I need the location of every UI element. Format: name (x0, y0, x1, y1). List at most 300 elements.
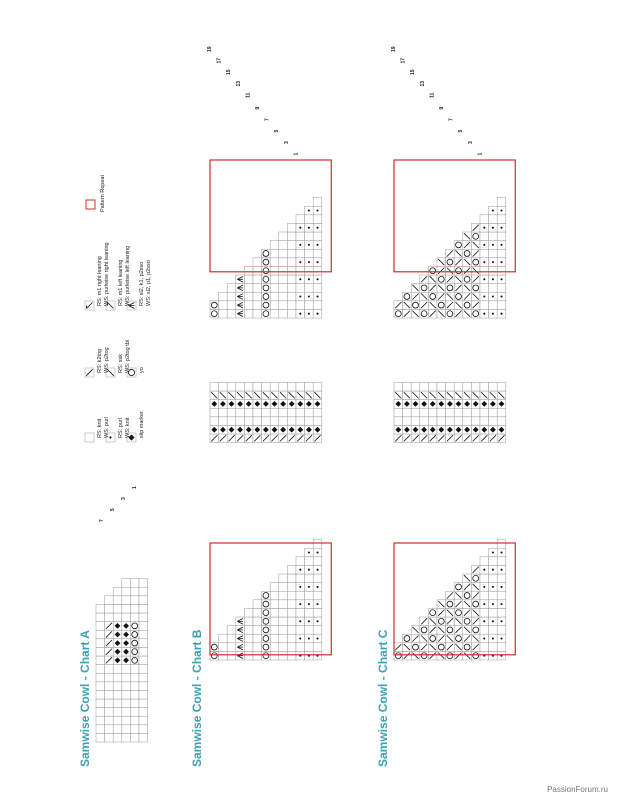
chart-cell (122, 699, 131, 708)
legend-knit-label: RS: knit WS: purl (97, 416, 110, 438)
chart-cell (253, 275, 262, 284)
chart-b-title: Samwise Cowl - Chart B (190, 629, 204, 767)
chart-cell (253, 617, 262, 626)
chart-cell (227, 284, 236, 293)
chart-cell (305, 284, 314, 293)
chart-cell (480, 301, 489, 310)
chart-cell (287, 608, 296, 617)
chart-cell (279, 417, 288, 426)
chart-cell (122, 587, 131, 596)
legend-slip-marker-label: slip marker (139, 411, 145, 438)
purl-symbol (299, 244, 301, 246)
chart-cell (489, 232, 498, 241)
chart-cell (130, 716, 139, 725)
chart-cell (489, 215, 498, 224)
chart-cell (139, 725, 148, 734)
chart-cell (105, 604, 114, 613)
chart-cell (287, 417, 296, 426)
chart-cell (139, 699, 148, 708)
chart-cell (219, 417, 228, 426)
chart-cell (497, 574, 506, 583)
purl-symbol (500, 569, 502, 571)
chart-cell (497, 608, 506, 617)
chart-cell (227, 651, 236, 660)
chart-cell (480, 643, 489, 652)
chart-cell (279, 583, 288, 592)
chart-cell (130, 690, 139, 699)
chart-cell (105, 596, 114, 605)
purl-symbol (316, 569, 318, 571)
purl-symbol (492, 569, 494, 571)
chart-cell (139, 604, 148, 613)
purl-symbol (308, 586, 310, 588)
chart-cell (287, 565, 296, 574)
chart-cell (287, 382, 296, 391)
chart-cell (279, 232, 288, 241)
purl-symbol (492, 261, 494, 263)
purl-symbol (308, 637, 310, 639)
chart-a-title: Samwise Cowl - Chart A (78, 630, 92, 767)
chart-cell (270, 284, 279, 293)
chart-cell (96, 716, 105, 725)
chart-cell (270, 626, 279, 635)
chart-cell (428, 382, 437, 391)
chart-cell (105, 690, 114, 699)
chart-cell (210, 408, 219, 417)
chart-cell (454, 417, 463, 426)
chart-cell (139, 639, 148, 648)
chart-cell (480, 626, 489, 635)
chart-c-row-number: 7 (448, 118, 455, 121)
chart-cell (96, 622, 105, 631)
chart-cell (287, 258, 296, 267)
chart-cell (446, 408, 455, 417)
chart-a-row-number: 7 (99, 519, 105, 522)
chart-cell (113, 682, 122, 691)
purl-symbol (500, 278, 502, 280)
chart-cell (253, 309, 262, 318)
chart-cell (411, 382, 420, 391)
chart-cell (219, 301, 228, 310)
chart-cell (446, 417, 455, 426)
chart-cell (270, 292, 279, 301)
chart-cell (244, 292, 253, 301)
chart-cell (139, 733, 148, 742)
chart-cell (279, 617, 288, 626)
chart-cell (270, 249, 279, 258)
chart-cell (279, 309, 288, 318)
chart-cell (296, 266, 305, 275)
chart-cell (437, 417, 446, 426)
chart-cell (480, 417, 489, 426)
chart-cell (411, 408, 420, 417)
chart-cell (130, 673, 139, 682)
chart-cell (113, 733, 122, 742)
chart-cell (219, 382, 228, 391)
legend-m1l-label: RS: m1 left leaning WS: purlwise left leaning (118, 245, 131, 306)
purl-symbol (308, 244, 310, 246)
chart-cell (130, 596, 139, 605)
chart-b-row-number: 19 (207, 46, 213, 52)
chart-cell (296, 215, 305, 224)
chart-cell (122, 725, 131, 734)
chart-cell (130, 708, 139, 717)
chart-cell (305, 215, 314, 224)
chart-cell (463, 382, 472, 391)
purl-symbol (492, 637, 494, 639)
purl-symbol (308, 209, 310, 211)
chart-cell (105, 708, 114, 717)
chart-cell (253, 634, 262, 643)
purl-symbol (308, 569, 310, 571)
chart-cell (253, 626, 262, 635)
purl-symbol (483, 603, 485, 605)
chart-cell (130, 604, 139, 613)
chart-cell (279, 292, 288, 301)
chart-cell (244, 275, 253, 284)
chart-cell (113, 725, 122, 734)
chart-cell (287, 600, 296, 609)
chart-cell (305, 643, 314, 652)
purl-symbol (483, 569, 485, 571)
chart-cell (403, 408, 412, 417)
chart-cell (244, 382, 253, 391)
chart-cell (313, 232, 322, 241)
chart-cell (287, 266, 296, 275)
chart-cell (270, 617, 279, 626)
purl-symbol (299, 313, 301, 315)
chart-cell (262, 417, 271, 426)
chart-b-row-number: 15 (226, 69, 233, 75)
legend-purl-label: RS: purl WS: knit (118, 417, 131, 438)
chart-cell (287, 651, 296, 660)
chart-cell (130, 682, 139, 691)
chart-cell (471, 382, 480, 391)
chart-cell (227, 626, 236, 635)
chart-cell (130, 699, 139, 708)
chart-cell (420, 382, 429, 391)
chart-cell (113, 604, 122, 613)
chart-cell (219, 634, 228, 643)
chart-cell (279, 266, 288, 275)
chart-cell (130, 725, 139, 734)
chart-cell (253, 600, 262, 609)
chart-cell (96, 639, 105, 648)
chart-cell (253, 292, 262, 301)
chart-cell (105, 665, 114, 674)
chart-cell (139, 690, 148, 699)
chart-cell (122, 604, 131, 613)
chart-cell (296, 626, 305, 635)
chart-cell (497, 215, 506, 224)
legend-cdd-label: RS: sl2, k1, p2sso WS: sl2, p1, p2sso (139, 260, 152, 306)
chart-cell (471, 417, 480, 426)
purl-symbol (308, 620, 310, 622)
chart-cell (497, 626, 506, 635)
purl-symbol (492, 295, 494, 297)
purl-symbol (299, 586, 301, 588)
chart-cell (219, 309, 228, 318)
chart-cell (270, 583, 279, 592)
chart-cell (305, 408, 314, 417)
chart-cell (296, 284, 305, 293)
chart-b-row-number: 9 (255, 106, 261, 110)
chart-c-row-number: 19 (391, 46, 397, 52)
chart-cell (313, 643, 322, 652)
chart-cell (463, 408, 472, 417)
chart-cell (394, 408, 403, 417)
purl-symbol (299, 620, 301, 622)
chart-cell (113, 596, 122, 605)
chart-cell (497, 417, 506, 426)
chart-cell (497, 284, 506, 293)
chart-cell (497, 198, 506, 207)
chart-cell (305, 591, 314, 600)
purl-symbol (492, 586, 494, 588)
chart-cell (270, 266, 279, 275)
chart-cell (236, 417, 245, 426)
purl-symbol (308, 603, 310, 605)
purl-symbol (492, 278, 494, 280)
chart-cell (497, 266, 506, 275)
purl-symbol (299, 261, 301, 263)
chart-cell (305, 266, 314, 275)
chart-cell (497, 643, 506, 652)
purl-symbol (316, 295, 318, 297)
purl-symbol (500, 551, 502, 553)
chart-cell (279, 275, 288, 284)
chart-cell (480, 382, 489, 391)
chart-cell (279, 284, 288, 293)
chart-cell (105, 725, 114, 734)
chart-cell (96, 690, 105, 699)
chart-cell (287, 309, 296, 318)
chart-cell (497, 540, 506, 549)
chart-cell (489, 626, 498, 635)
chart-cell (122, 716, 131, 725)
chart-cell (262, 408, 271, 417)
chart-cell (130, 613, 139, 622)
chart-cell (253, 382, 262, 391)
chart-cell (227, 309, 236, 318)
purl-symbol (483, 637, 485, 639)
chart-cell (480, 591, 489, 600)
chart-cell (244, 608, 253, 617)
chart-cell (227, 292, 236, 301)
chart-c-row-number: 15 (410, 69, 417, 75)
chart-cell (287, 643, 296, 652)
purl-symbol (483, 295, 485, 297)
purl-symbol (316, 209, 318, 211)
chart-cell (210, 382, 219, 391)
chart-cell (279, 408, 288, 417)
chart-cell (489, 417, 498, 426)
chart-cell (105, 699, 114, 708)
chart-cell (287, 408, 296, 417)
purl-symbol (492, 313, 494, 315)
chart-cell (313, 608, 322, 617)
chart-cell (270, 241, 279, 250)
purl-symbol (500, 209, 502, 211)
chart-cell (287, 249, 296, 258)
chart-cell (244, 417, 253, 426)
purl-symbol (299, 603, 301, 605)
chart-cell (139, 682, 148, 691)
chart-cell (279, 249, 288, 258)
chart-cell (313, 301, 322, 310)
chart-cell (96, 733, 105, 742)
purl-symbol (316, 586, 318, 588)
chart-cell (253, 408, 262, 417)
chart-cell (270, 275, 279, 284)
chart-cell (313, 408, 322, 417)
purl-symbol (483, 313, 485, 315)
chart-cell (313, 284, 322, 293)
purl-symbol (483, 261, 485, 263)
chart-cell (219, 292, 228, 301)
chart-cell (244, 626, 253, 635)
purl-symbol (500, 620, 502, 622)
chart-cell (244, 617, 253, 626)
chart-cell (296, 382, 305, 391)
chart-cell (313, 215, 322, 224)
purl-symbol (299, 278, 301, 280)
chart-cell (244, 284, 253, 293)
chart-a-row-number: 5 (110, 508, 116, 511)
chart-cell (497, 591, 506, 600)
chart-cell (105, 716, 114, 725)
purl-symbol (316, 551, 318, 553)
purl-symbol (316, 313, 318, 315)
chart-cell (244, 651, 253, 660)
chart-cell (139, 673, 148, 682)
purl-symbol (483, 586, 485, 588)
chart-cell (253, 643, 262, 652)
chart-cell (489, 643, 498, 652)
chart-b-row-number: 3 (283, 141, 290, 144)
chart-cell (253, 258, 262, 267)
chart-cell (96, 699, 105, 708)
chart-cell (446, 382, 455, 391)
chart-cell (287, 301, 296, 310)
chart-cell (313, 591, 322, 600)
chart-cell (130, 665, 139, 674)
chart-cell (227, 301, 236, 310)
chart-cell (279, 591, 288, 600)
chart-cell (287, 284, 296, 293)
chart-cell (139, 622, 148, 631)
chart-c-row-number: 13 (419, 80, 426, 87)
purl-symbol (492, 551, 494, 553)
chart-cell (96, 725, 105, 734)
chart-c-row-number: 3 (467, 141, 474, 144)
chart-cell (489, 301, 498, 310)
chart-cell (139, 587, 148, 596)
chart-cell (122, 733, 131, 742)
legend-repeat-swatch (86, 200, 95, 209)
chart-cell (279, 258, 288, 267)
chart-cell (437, 408, 446, 417)
chart-cell (279, 600, 288, 609)
purl-symbol (299, 227, 301, 229)
chart-cell (113, 587, 122, 596)
purl-symbol (299, 295, 301, 297)
chart-cell (480, 557, 489, 566)
chart-cell (313, 574, 322, 583)
chart-cell (305, 249, 314, 258)
chart-cell (287, 591, 296, 600)
chart-cell (489, 284, 498, 293)
chart-cell (403, 417, 412, 426)
chart-a-row-number: 3 (121, 497, 127, 500)
purl-symbol (483, 620, 485, 622)
chart-cell (296, 574, 305, 583)
chart-cell (420, 417, 429, 426)
chart-cell (279, 382, 288, 391)
chart-cell (113, 708, 122, 717)
chart-cell (105, 682, 114, 691)
chart-cell (210, 417, 219, 426)
chart-cell (497, 249, 506, 258)
purl-symbol (500, 586, 502, 588)
chart-cell (489, 408, 498, 417)
purl-symbol (308, 295, 310, 297)
chart-cell (139, 716, 148, 725)
chart-cell (489, 557, 498, 566)
chart-cell (497, 382, 506, 391)
chart-cell (96, 647, 105, 656)
chart-cell (296, 557, 305, 566)
purl-symbol (500, 261, 502, 263)
chart-cell (96, 613, 105, 622)
chart-cell (287, 275, 296, 284)
chart-cell (227, 417, 236, 426)
purl-symbol (500, 227, 502, 229)
chart-a-row-number: 1 (132, 486, 138, 489)
chart-cell (411, 417, 420, 426)
chart-cell (253, 608, 262, 617)
chart-cell (227, 643, 236, 652)
chart-cell (139, 708, 148, 717)
legend-ssk-label: RS: ssk WS: p2tog tbl (118, 339, 131, 373)
chart-cell (253, 266, 262, 275)
chart-cell (244, 301, 253, 310)
chart-cell (139, 579, 148, 588)
chart-cell (287, 574, 296, 583)
chart-cell (122, 596, 131, 605)
chart-cell (305, 626, 314, 635)
chart-cell (489, 608, 498, 617)
chart-cell (437, 382, 446, 391)
chart-cell (480, 608, 489, 617)
chart-cell (122, 690, 131, 699)
chart-cell (270, 600, 279, 609)
purl-symbol (492, 244, 494, 246)
chart-cell (270, 643, 279, 652)
chart-c-row-number: 17 (400, 57, 407, 64)
chart-cell (219, 408, 228, 417)
chart-cell (279, 651, 288, 660)
chart-cell (96, 665, 105, 674)
chart-cell (305, 574, 314, 583)
chart-c-row-number: 11 (429, 92, 436, 98)
legend-yo-label: yo (139, 367, 145, 373)
chart-cell (287, 626, 296, 635)
chart-cell (270, 634, 279, 643)
purl-symbol (316, 637, 318, 639)
chart-cell (270, 382, 279, 391)
chart-cell (394, 382, 403, 391)
